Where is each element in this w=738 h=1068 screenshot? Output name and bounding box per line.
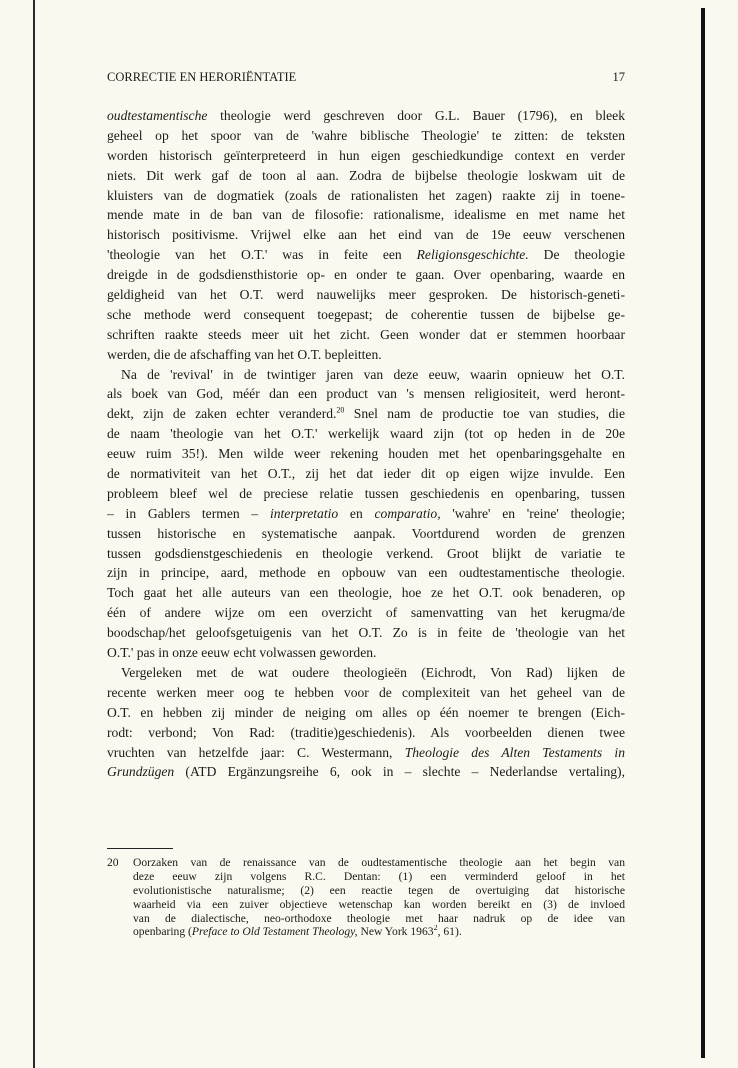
italic-text: oudtestamentische bbox=[107, 108, 208, 123]
footnote-ref: 2 bbox=[433, 925, 438, 933]
text-run: als boek van God, méér dan een product van 's mensen religiositeit, werd heront- bbox=[107, 386, 625, 402]
text-run: worden historisch geïnterpreteerd in hun eigen geschiedkundige context en verder bbox=[107, 147, 625, 163]
text-run: New York 1963 bbox=[357, 925, 434, 939]
text-run: werden, die de afschaffing van het O.T. bepleitten. bbox=[107, 346, 382, 362]
text-run: Snel nam de productie toe van studies, die bbox=[344, 406, 625, 422]
italic-text: comparatio, bbox=[374, 505, 441, 521]
italic-text: Preface to Old Testament Theology, bbox=[191, 925, 358, 939]
text-run: Na de 'revival' in de twintiger jaren van deze eeuw, waarin opnieuw het O.T. bbox=[121, 366, 625, 382]
text-run: historisch positivisme. Vrijwel elke aan het eind van de 19e eeuw verschenen bbox=[107, 227, 625, 243]
body-line bbox=[107, 762, 625, 782]
text-run: sche methode werd consequent toegepast; de coherentie tussen de bijbelse ge- bbox=[107, 306, 625, 322]
italic-text: Grundzügen bbox=[107, 764, 175, 780]
body-line bbox=[107, 245, 625, 265]
footnote-rule bbox=[107, 848, 173, 849]
text-run: waarheid via een zuiver objectieve wetenschap kan worden bereikt en (3) de invloed bbox=[133, 897, 625, 911]
text-run: van de dialectische, neo-orthodoxe theologie met haar nadruk op de idee van bbox=[133, 911, 625, 925]
text-run: De theologie bbox=[528, 247, 625, 263]
footnote-number: 20 bbox=[107, 856, 119, 869]
text-run: O.T.' pas in onze eeuw echt volwassen geworden. bbox=[107, 645, 377, 661]
footnote-line bbox=[133, 856, 625, 870]
text-run: geldigheid van het O.T. werd nauwelijks meer gesproken. De historisch-geneti- bbox=[107, 287, 625, 303]
text-run: vruchten van hetzelfde jaar: C. Westermann, bbox=[107, 744, 405, 760]
text-run: tussen historische en systematische aanpak. Voortdurend worden de grenzen bbox=[107, 525, 625, 541]
text-run: dekt, zijn de zaken echter veranderd. bbox=[107, 406, 337, 422]
body-line bbox=[107, 504, 625, 524]
footnote-text bbox=[133, 856, 625, 939]
body-line bbox=[107, 265, 625, 285]
italic-text: interpretatio bbox=[269, 505, 339, 521]
body-line bbox=[107, 723, 625, 743]
body-line bbox=[107, 365, 625, 385]
text-run: rodt: verbond; Von Rad: (traditie)geschiedenis). Als voorbeelden dienen twee bbox=[107, 724, 625, 740]
body-line bbox=[107, 345, 625, 365]
body-line bbox=[107, 384, 625, 404]
body-line bbox=[107, 563, 625, 583]
text-run: Toch gaat het alle auteurs van een theologie, hoe ze het O.T. ook benaderen, op bbox=[107, 585, 625, 601]
body-line bbox=[107, 444, 625, 464]
text-run: recente werken meer oog te hebben voor de complexiteit van het geheel van de bbox=[107, 684, 625, 700]
text-run: één of andere wijze om een overzicht of samenvatting van het kerugma/de bbox=[107, 605, 625, 621]
footnote-line bbox=[133, 884, 625, 898]
text-run: deze eeuw zijn volgens R.C. Dentan: (1) een verminderd geloof in het bbox=[133, 869, 625, 883]
text-run: theologie werd geschreven door G.L. Bauer (1796), en bleek bbox=[207, 108, 625, 123]
text-run: de normativiteit van het O.T., zij het dat ieder dit op eigen wijze invulde. Een bbox=[107, 466, 625, 482]
text-run: eeuw ruim 35!). Men wilde weer rekening houden met het openbaringsgehalte en bbox=[107, 446, 625, 462]
text-run: 'wahre' en 'reine' theologie; bbox=[440, 505, 625, 521]
text-run: mende mate in de ban van de filosofie: rationalisme, idealisme en met name het bbox=[107, 207, 625, 223]
body-line bbox=[107, 106, 625, 126]
body-line bbox=[107, 424, 625, 444]
footnote-line bbox=[133, 898, 625, 912]
body-line bbox=[107, 643, 625, 663]
body-text bbox=[107, 106, 625, 782]
body-line bbox=[107, 583, 625, 603]
body-line bbox=[107, 146, 625, 166]
italic-text: Theologie des Alten Testaments in bbox=[404, 744, 625, 760]
body-line bbox=[107, 544, 625, 564]
body-line bbox=[107, 225, 625, 245]
body-line bbox=[107, 524, 625, 544]
text-run: boodschap/het geloofsgetuigenis van het O.T. Zo is in feite de 'theologie van het bbox=[107, 625, 625, 641]
text-run: Oorzaken van de renaissance van de oudtestamentische theologie aan het begin van bbox=[133, 856, 625, 869]
body-line bbox=[107, 305, 625, 325]
body-line bbox=[107, 325, 625, 345]
text-run: 'theologie van het O.T.' was in feite een bbox=[107, 247, 417, 263]
text-run: kluisters van de dogmatiek (zoals de rationalisten het zagen) raakte zij in toene- bbox=[107, 187, 625, 203]
body-line bbox=[107, 743, 625, 763]
text-run: en bbox=[338, 505, 375, 521]
body-line bbox=[107, 683, 625, 703]
text-run: niets. Dit werk gaf de toon al aan. Zodra de bijbelse theologie loskwam uit de bbox=[107, 167, 625, 183]
text-run: schriften raakte steeds meer uit het zicht. Geen wonder dat er stemmen hoorbaar bbox=[107, 326, 625, 342]
text-run: , 61). bbox=[437, 925, 462, 939]
text-run: (ATD Ergänzungsreihe 6, ook in – slechte – Nederlandse vertaling), bbox=[174, 764, 625, 780]
body-line bbox=[107, 663, 625, 683]
body-line bbox=[107, 464, 625, 484]
text-run: probleem bleef wel de preciese relatie tussen geschiedenis en openbaring, tussen bbox=[107, 485, 625, 501]
body-line bbox=[107, 285, 625, 305]
running-title: CORRECTIE EN HERORIËNTATIE bbox=[107, 70, 297, 84]
body-line bbox=[107, 484, 625, 504]
text-run: – in Gablers termen – bbox=[107, 505, 270, 521]
italic-text: Religionsgeschichte. bbox=[416, 247, 529, 263]
body-line bbox=[107, 126, 625, 146]
body-line bbox=[107, 623, 625, 643]
text-run: Vergeleken met de wat oudere theologieën (Eichrodt, Von Rad) lijken de bbox=[121, 664, 625, 680]
footnote-line bbox=[133, 912, 625, 926]
text-run: zijn in principe, aard, methode en opbouw van een oudtestamentische theologie. bbox=[107, 565, 625, 581]
text-run: dreigde in de godsdiensthistorie op- en onder te gaan. Over openbaring, waarde en bbox=[107, 267, 625, 283]
body-line bbox=[107, 404, 625, 424]
body-line bbox=[107, 205, 625, 225]
text-run: evolutionistische naturalisme; (2) een reactie tegen de overtuiging dat historische bbox=[133, 883, 625, 897]
body-line bbox=[107, 603, 625, 623]
text-run: openbaring ( bbox=[133, 925, 192, 939]
running-header bbox=[107, 70, 625, 86]
footnote-line bbox=[133, 870, 625, 884]
page-number: 17 bbox=[612, 70, 625, 84]
text-run: O.T. en hebben zij minder de neiging om alles op één noemer te brengen (Eich- bbox=[107, 704, 625, 720]
body-line bbox=[107, 166, 625, 186]
footnote-ref: 20 bbox=[336, 405, 345, 415]
text-run: tussen godsdienstgeschiedenis en theologie verkend. Groot blijkt de variatie te bbox=[107, 545, 625, 561]
body-line bbox=[107, 186, 625, 206]
text-run: geheel op het spoor van de 'wahre biblische Theologie' te zitten: de teksten bbox=[107, 127, 625, 143]
text-run: de naam 'theologie van het O.T.' werkelijk waard zijn (tot op heden in de 20e bbox=[107, 426, 625, 442]
body-line bbox=[107, 703, 625, 723]
footnote-line bbox=[133, 925, 625, 939]
scan-edge-left bbox=[33, 0, 35, 1068]
scan-edge-right bbox=[701, 8, 705, 1058]
